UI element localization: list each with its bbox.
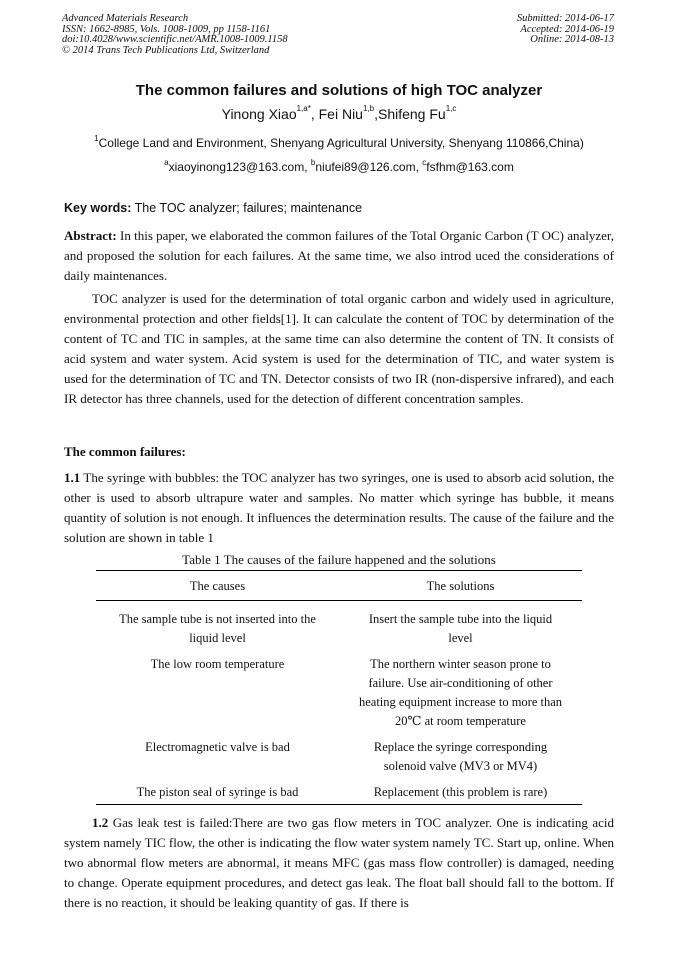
- journal-header: [62, 14, 288, 56]
- email-c: fsfhm@163.com: [426, 160, 514, 174]
- author-2: , Fei Niu: [310, 106, 363, 122]
- email-a-sup: a: [164, 158, 169, 167]
- paragraph-1-1: [64, 468, 614, 548]
- cause-cell: Electromagnetic valve is bad: [145, 740, 290, 754]
- intro-paragraph: TOC analyzer is used for the determination of total organic carbon and widely used in agriculture, environmental protection and other fields[1]. It can calculate the content of TOC by determination of the content of TC and TIC in samples, at the same time can also determine the content of TN. It consists of acid system and water system. Acid system is used for the determination of TIC, and water system is used for the determination of TC and TN. Detector consists of two IR (non-dispersive infrared), and each IR detector has three channels, used for the detection of different concentration samples.: [64, 291, 614, 406]
- paragraph-1-1-text: The syringe with bubbles: the TOC analyzer has two syringes, one is used to absorb acid solution, the other is used to absorb ultrapure water and samples. No matter which syringe has bubble, it means quantity of solution is not enough. It influences the determination results. The cause of the failure and the solution are shown in table 1: [64, 470, 614, 545]
- email-b-sup: b: [310, 158, 316, 167]
- dates-header: [517, 14, 614, 46]
- email-c-sup: c: [422, 158, 427, 167]
- issn: ISSN: 1662-8985, Vols. 1008-1009, pp 1158-1161: [62, 23, 271, 35]
- author-3-sup: 1,c: [445, 104, 457, 113]
- section-heading: The common failures:: [64, 444, 186, 459]
- journal-name: Advanced Materials Research: [62, 13, 189, 24]
- table-row: [96, 734, 582, 779]
- solution-cell: Insert the sample tube into the liquid level: [368, 612, 553, 645]
- author-2-sup: 1,b: [362, 104, 375, 113]
- author-list: [0, 106, 678, 122]
- author-1: Yinong Xiao: [221, 106, 297, 122]
- table-caption: Table 1 The causes of the failure happened and the solutions: [182, 552, 496, 567]
- cause-cell: The sample tube is not inserted into the liquid level: [119, 612, 316, 645]
- table-row: [96, 601, 582, 652]
- failures-table: [96, 570, 582, 805]
- solution-cell: Replacement (this problem is rare): [339, 779, 582, 805]
- paragraph-1-2-text: Gas leak test is failed:There are two gas flow meters in TOC analyzer. One is indicating acid system namely TIC flow, the other is indicating the flow water system namely TC. Start up, online. When two abnormal flow meters are abnormal, it means MFC (gas mass flow controller) is damaged, needing to change. Operate equipment procedures, and detect gas leak. The float ball should fall to the bottom. If there is no reaction, it should be leaking quantity of gas. If there is: [64, 815, 614, 910]
- abstract-text: In this paper, we elaborated the common failures of the Total Organic Carbon (T OC) analyzer, and proposed the solution for each failures. At the same time, we also introd uced the considerations of daily maintenances.: [64, 228, 614, 283]
- email-b: niufei89@126.com,: [315, 160, 423, 174]
- email-list: [0, 160, 678, 174]
- cause-cell: The piston seal of syringe is bad: [96, 779, 339, 805]
- header-solutions: The solutions: [339, 571, 582, 601]
- paragraph-1-1-number: 1.1: [64, 470, 81, 485]
- abstract: [64, 226, 614, 286]
- paper-title: The common failures and solutions of high TOC analyzer: [135, 82, 543, 99]
- paragraph-1-2: [64, 813, 614, 913]
- copyright: © 2014 Trans Tech Publications Ltd, Switzerland: [62, 44, 270, 56]
- author-1-sup: 1,a*: [296, 104, 311, 113]
- keywords: [64, 198, 614, 218]
- paragraph-1-2-number: 1.2: [92, 815, 109, 830]
- accepted-date: Accepted: 2014-06-19: [520, 23, 614, 35]
- author-3: ,Shifeng Fu: [374, 106, 446, 122]
- keywords-text: The TOC analyzer; failures; maintenance: [131, 201, 363, 215]
- online-date: Online: 2014-08-13: [530, 34, 614, 45]
- solution-cell: The northern winter season prone to failure. Use air-conditioning of other heating equipment increase to more than 20℃ at room temperature: [358, 657, 563, 728]
- keywords-label: Key words:: [64, 201, 132, 215]
- affiliation-sup: 1: [94, 134, 99, 143]
- table-row: [96, 779, 582, 805]
- table-header-row: [96, 571, 582, 601]
- table-row: [96, 651, 582, 734]
- solution-cell: Replace the syringe corresponding solenoid valve (MV3 or MV4): [373, 740, 548, 773]
- header-causes: The causes: [96, 571, 339, 601]
- submitted-date: Submitted: 2014-06-17: [516, 13, 614, 24]
- abstract-label: Abstract:: [64, 228, 117, 243]
- cause-cell: The low room temperature: [150, 657, 285, 671]
- email-a: xiaoyinong123@163.com,: [168, 160, 311, 174]
- affiliation: [0, 136, 678, 150]
- doi: doi:10.4028/www.scientific.net/AMR.1008-1009.1158: [62, 34, 288, 45]
- affiliation-text: College Land and Environment, Shenyang Agricultural University, Shenyang 110866,China): [98, 136, 584, 150]
